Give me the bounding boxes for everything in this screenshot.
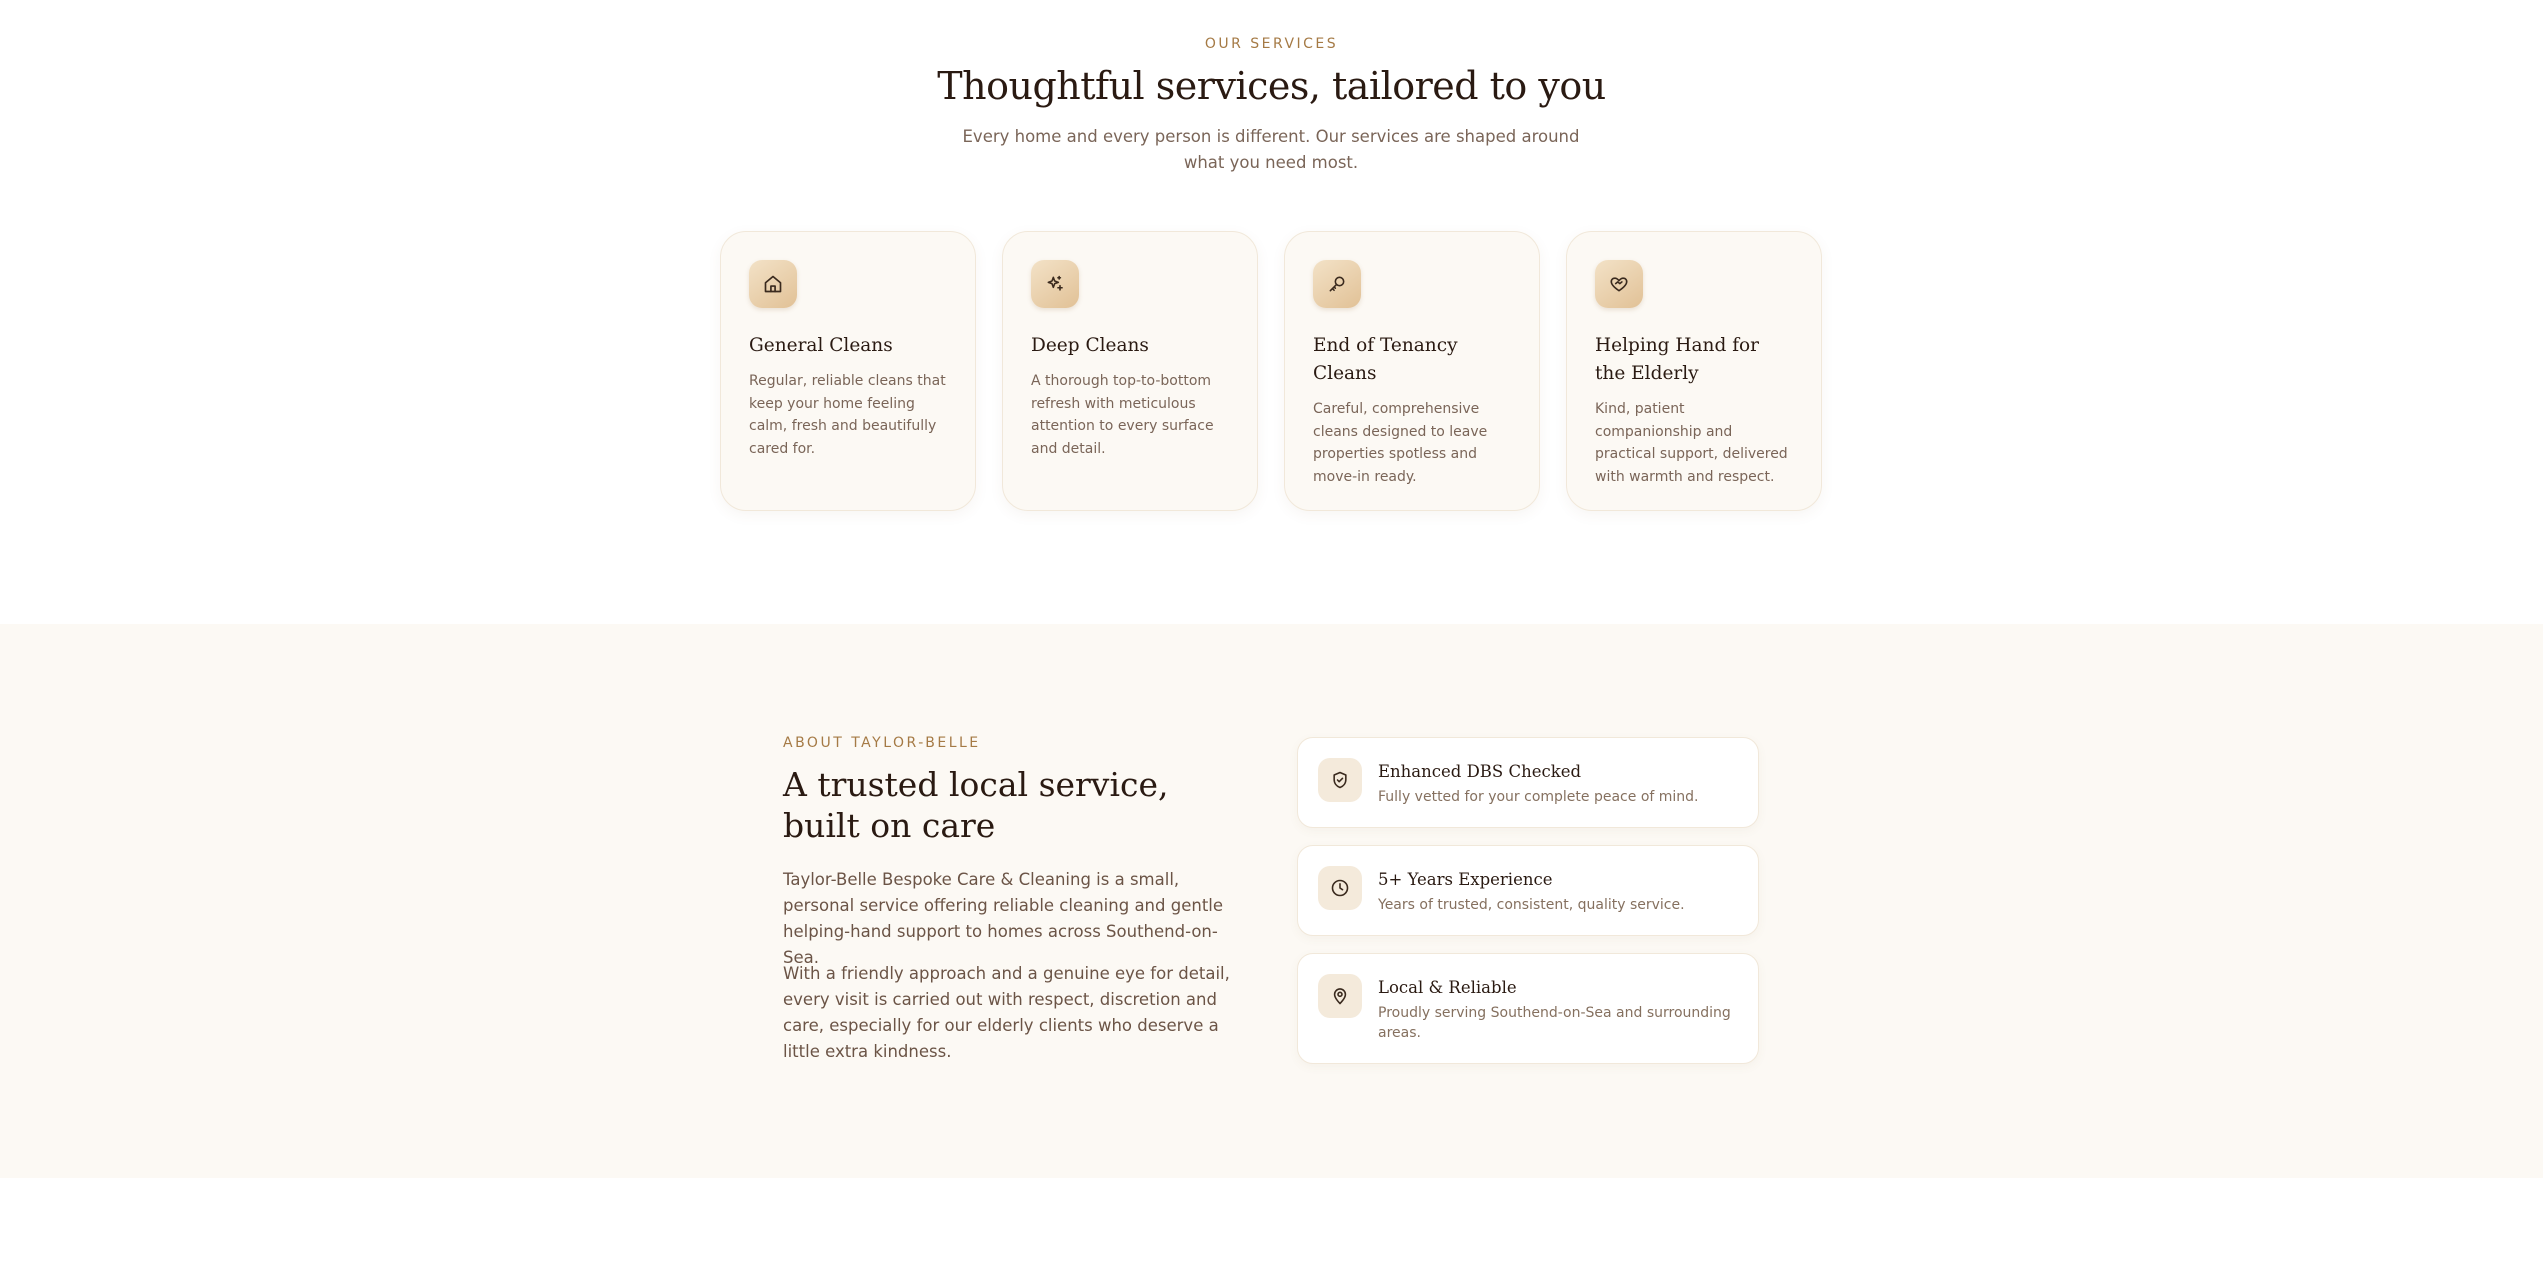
feature-experience [1297,845,1759,936]
service-card-title: Deep Cleans [1031,335,1149,356]
about-section [0,624,2543,1178]
service-card-title: General Cleans [749,335,893,356]
service-card-general-cleans[interactable] [720,231,976,511]
services-subtitle: Every home and every person is different. Our services are shaped around what you need most. [962,127,1580,172]
home-icon [749,260,797,308]
map-pin-icon [1318,974,1362,1018]
feature-title: Local & Reliable [1378,978,1517,997]
service-card-title: Helping Hand for the Elderly [1595,335,1760,384]
service-card-text: A thorough top-to-bottom refresh with meticulous attention to every surface and detail. [1031,373,1214,457]
services-title: Thoughtful services, tailored to you [937,64,1606,108]
feature-title: Enhanced DBS Checked [1378,762,1582,781]
feature-text: Proudly serving Southend-on-Sea and surrounding areas. [1378,1005,1731,1041]
feature-title: 5+ Years Experience [1378,870,1553,889]
feature-text: Years of trusted, consistent, quality service. [1378,897,1685,913]
shield-check-icon [1318,758,1362,802]
clock-icon [1318,866,1362,910]
services-section [0,0,2543,624]
key-icon [1313,260,1361,308]
service-card-title: End of Tenancy Cleans [1313,335,1458,384]
services-eyebrow: OUR SERVICES [1204,36,1339,52]
service-card-deep-cleans[interactable] [1002,231,1258,511]
about-paragraph: Taylor-Belle Bespoke Care & Cleaning is a small, personal service offering reliable cleaning and gentle helping-hand support to homes across Southend-on-Sea. [783,870,1224,967]
service-card-end-of-tenancy[interactable] [1284,231,1540,511]
feature-dbs-checked [1297,737,1759,828]
service-card-text: Regular, reliable cleans that keep your home feeling calm, fresh and beautifully cared for. [749,373,946,457]
service-card-text: Careful, comprehensive cleans designed to leave properties spotless and move-in ready. [1313,401,1488,485]
heart-handshake-icon [1595,260,1643,308]
feature-text: Fully vetted for your complete peace of mind. [1378,789,1699,805]
about-title: A trusted local service, built on care [783,765,1169,845]
sparkles-icon [1031,260,1079,308]
about-paragraph: With a friendly approach and a genuine eye for detail, every visit is carried out with respect, discretion and care, especially for our elderly clients who deserve a little extra kindness. [783,964,1230,1061]
feature-local-reliable [1297,953,1759,1064]
service-card-elderly-help[interactable] [1566,231,1822,511]
about-eyebrow: ABOUT TAYLOR-BELLE [783,735,981,751]
service-card-text: Kind, patient companionship and practical support, delivered with warmth and respect. [1595,401,1788,485]
